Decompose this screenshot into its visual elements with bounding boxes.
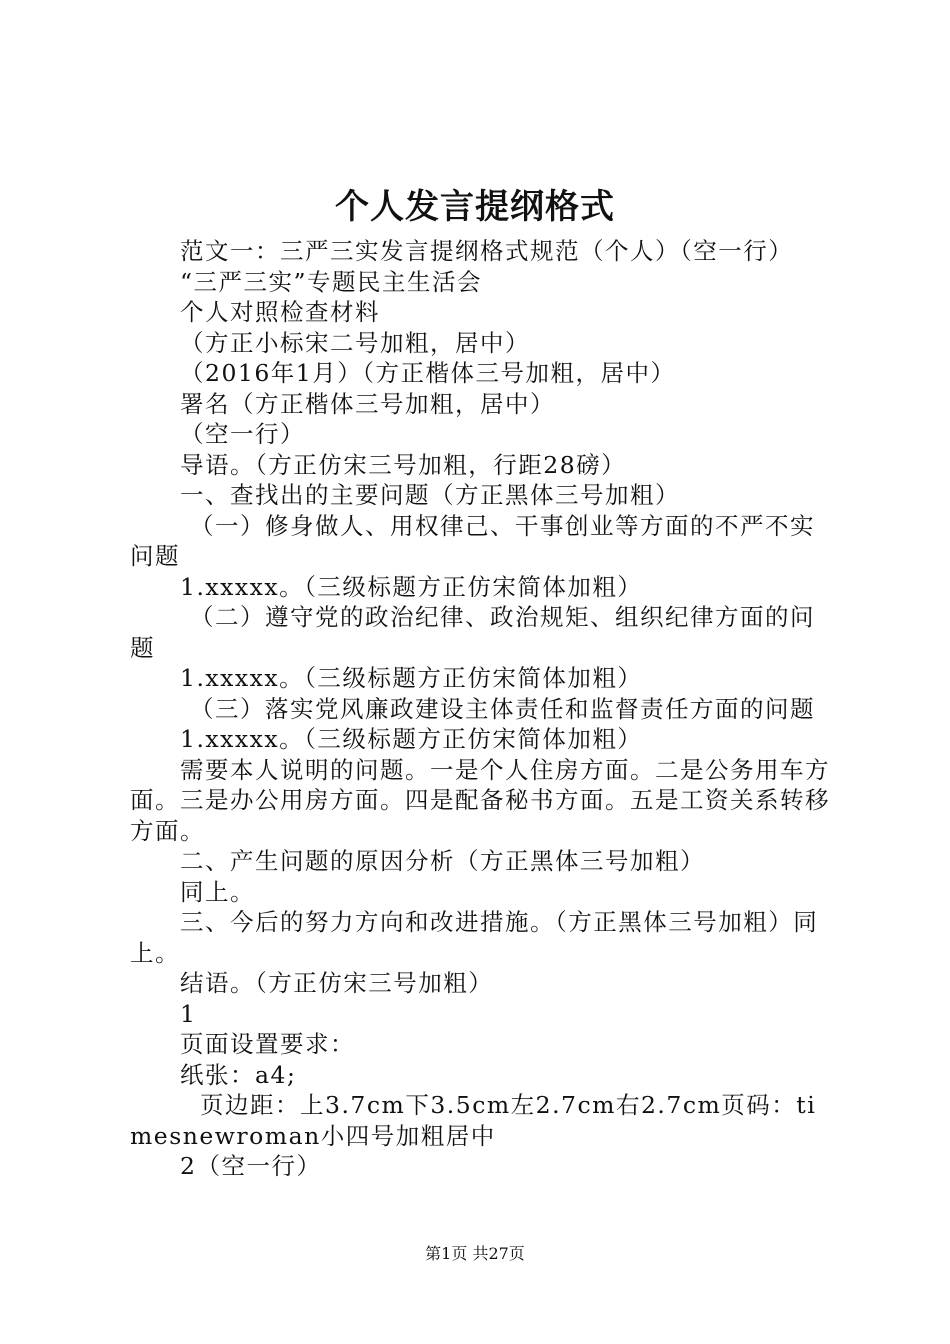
paragraph: （方正小标宋二号加粗，居中）	[180, 328, 530, 357]
paragraph: 署名（方正楷体三号加粗，居中）	[180, 389, 555, 418]
paragraph: 页面设置要求：	[180, 1030, 355, 1058]
paragraph: “三严三实”专题民主生活会	[180, 267, 483, 296]
paragraph: 一、查找出的主要问题（方正黑体三号加粗）	[180, 481, 680, 509]
paragraph: 结语。（方正仿宋三号加粗）	[180, 969, 494, 997]
paragraph: 1.xxxxx。（三级标题方正仿宋简体加粗）	[180, 725, 643, 753]
paragraph: 2（空一行）	[180, 1152, 322, 1180]
paragraph: 需要本人说明的问题。一是个人住房方面。二是公务用车方面。三是办公用房方面。四是配备秘书方面。五是工资关系转移方面。	[130, 755, 830, 845]
paragraph: 二、产生问题的原因分析（方正黑体三号加粗）	[180, 847, 705, 875]
paragraph: （一）修身做人、用权律己、干事创业等方面的不严不实问题	[130, 511, 815, 570]
paragraph: （三）落实党风廉政建设主体责任和监督责任方面的问题	[190, 694, 815, 723]
document-title: 个人发言提纲格式	[335, 187, 615, 227]
paragraph: 1.xxxxx。（三级标题方正仿宋简体加粗）	[180, 664, 643, 692]
paragraph: 导语。（方正仿宋三号加粗，行距28磅）	[180, 450, 627, 479]
paragraph: 个人对照检查材料	[180, 298, 380, 326]
paragraph: 1.xxxxx。（三级标题方正仿宋简体加粗）	[180, 572, 643, 601]
paragraph: 页边距：上3.7cm下3.5cm左2.7cm右2.7cm页码：timesnewroman小四号加粗居中	[130, 1091, 817, 1150]
paragraph: （空一行）	[180, 420, 305, 448]
document-body	[130, 236, 835, 1182]
paragraph: （2016年1月）（方正楷体三号加粗，居中）	[180, 359, 676, 387]
paragraph: 同上。	[180, 877, 255, 906]
paragraph: 1	[180, 999, 197, 1028]
paragraph: 范文一：三严三实发言提纲格式规范（个人）（空一行）	[180, 237, 794, 265]
paragraph: 纸张：a4;	[180, 1060, 297, 1089]
page-number-footer: 第1页 共27页	[425, 1244, 525, 1263]
paragraph: 三、今后的努力方向和改进措施。（方正黑体三号加粗）同上。	[130, 908, 819, 967]
paragraph: （二）遵守党的政治纪律、政治规矩、组织纪律方面的问题	[130, 603, 815, 662]
